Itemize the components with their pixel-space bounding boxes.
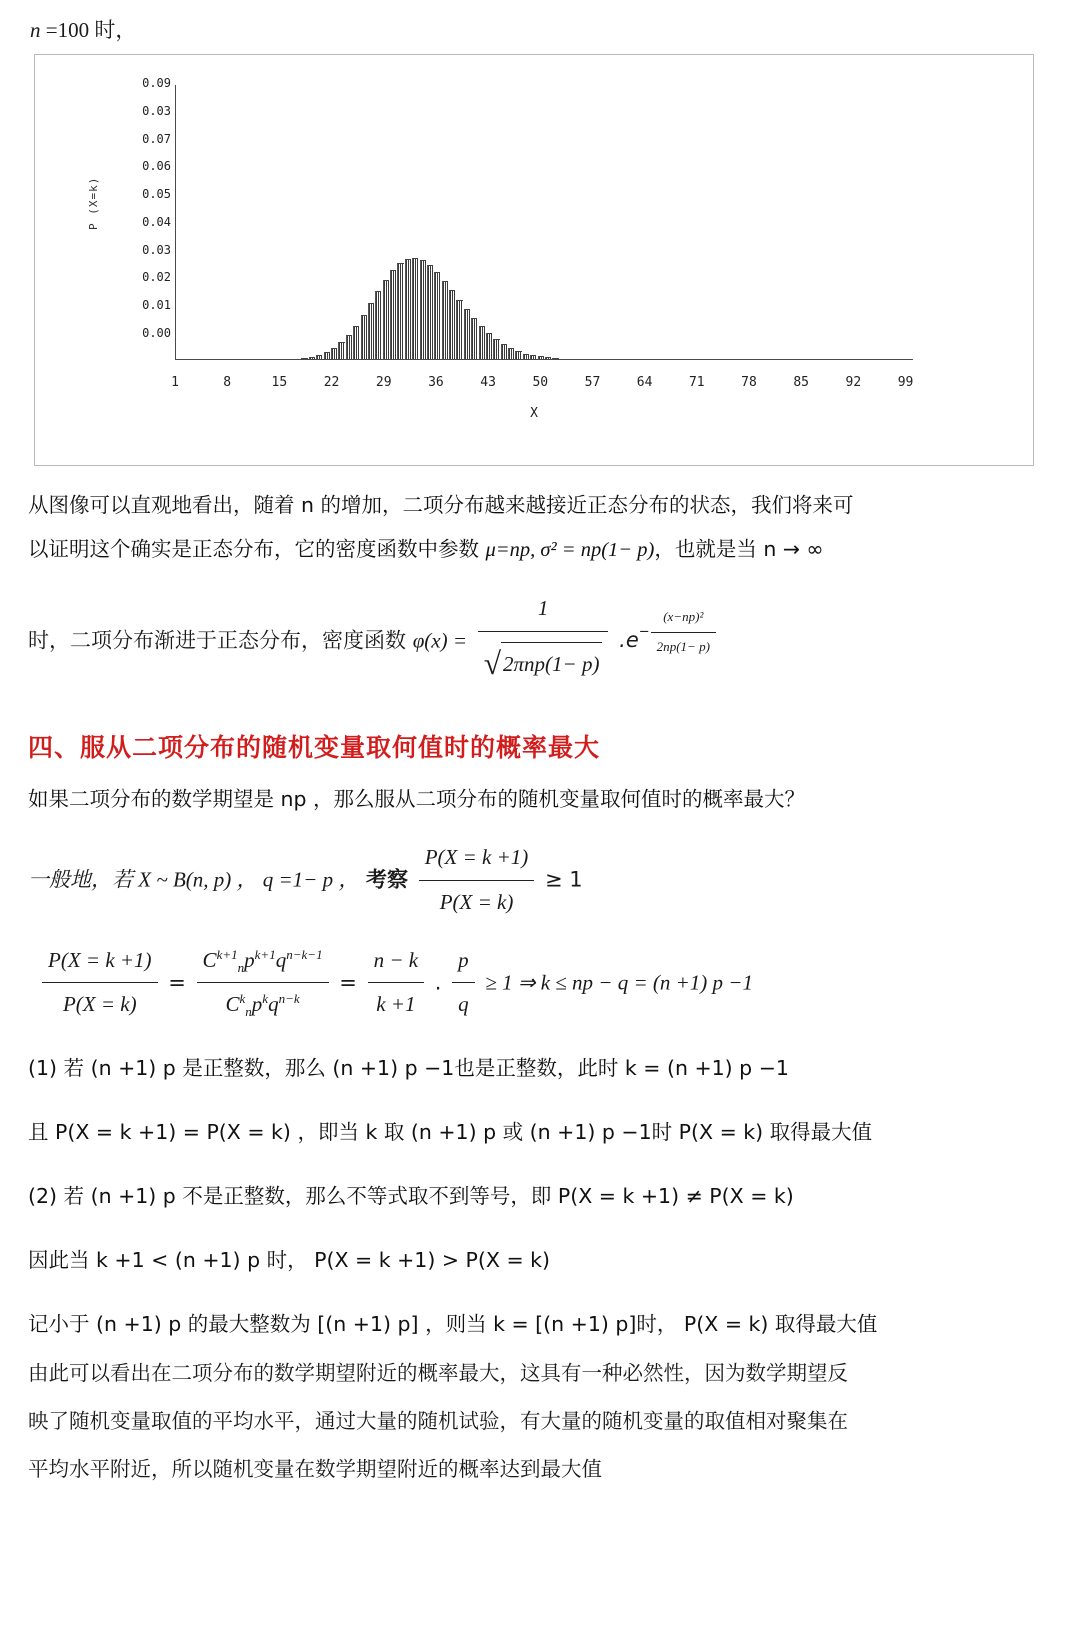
derivation-term-2-den: k +1 — [376, 992, 416, 1017]
bar — [301, 358, 307, 359]
bar — [449, 290, 455, 359]
x-tick-label: 22 — [323, 375, 340, 390]
bar — [486, 333, 492, 359]
intro-line: n =100 时， — [30, 18, 137, 42]
phi-exponent: − $\frac{\text{(x−np)²}}{2np(1- p)}$ — [639, 605, 717, 659]
phi-sqrt-content: 2πnp(1− p) — [501, 642, 602, 685]
y-axis-label: P (X=k) — [87, 176, 100, 230]
x-tick-label: 71 — [688, 375, 705, 390]
bar — [309, 357, 315, 359]
x-tick-label: 92 — [845, 375, 862, 390]
c-sub-den: n — [245, 1004, 252, 1020]
bar-series — [176, 85, 913, 359]
ratio-fraction — [419, 838, 535, 923]
q-symbol-num: q — [275, 947, 287, 972]
bar — [368, 303, 374, 359]
bar — [383, 280, 389, 359]
bar — [464, 309, 470, 359]
derivation-term-2 — [368, 941, 425, 1026]
q-sup-den: n−k — [278, 991, 300, 1007]
c-sub-num: n — [237, 959, 245, 975]
p-sup-den: k — [262, 991, 269, 1007]
y-tick-label: 0.05 — [142, 187, 171, 202]
y-tick-label: 0.03 — [142, 242, 171, 257]
bar — [316, 355, 322, 359]
item-2: (2) 若 (n +1) p 不是正整数，那么不等式取不到等号，即 P(X = k +1) ≠ P(X = k) — [28, 1184, 794, 1209]
phi-denominator: √2πnp(1− p) — [478, 632, 609, 694]
phi-lhs: φ(x) = — [412, 628, 468, 653]
bar — [390, 270, 396, 359]
bar — [434, 272, 440, 359]
derivation-eq-1: = — [168, 969, 186, 994]
bar — [361, 315, 367, 359]
item-2c: 记小于 (n +1) p 的最大整数为 [(n +1) p] ，则当 k = [(n +1) p]时， P(X = k) 取得最大值 — [28, 1312, 878, 1337]
bar — [412, 258, 418, 359]
bar — [538, 356, 544, 359]
x-tick-label: 78 — [741, 375, 757, 390]
derivation-lhs-num: P(X = k +1) — [42, 941, 158, 984]
c-symbol-den: C — [225, 992, 240, 1017]
q-symbol-den: q — [268, 992, 279, 1017]
bar — [471, 318, 477, 359]
y-tick-label: 0.09 — [142, 76, 171, 90]
p-symbol-num: p — [244, 947, 255, 972]
phi-exp-e: .e — [619, 628, 639, 653]
x-tick-label: 57 — [584, 375, 601, 390]
phi-numerator: 1 — [478, 589, 609, 632]
density-function-line — [28, 589, 1040, 694]
paragraph-2-text-b: ，也就是当 n → ∞ — [654, 537, 824, 562]
derivation-term-3-num: p — [452, 941, 475, 984]
bar — [420, 260, 426, 359]
paragraph-4: 如果二项分布的数学期望是 np ，那么服从二项分布的随机变量取何值时的概率最大？ — [28, 786, 806, 811]
phi-exp-denominator: 2np(1− p) — [656, 638, 710, 654]
bar — [479, 326, 485, 359]
bar — [346, 335, 352, 359]
y-tick-label: 0.04 — [142, 214, 171, 229]
bar — [405, 259, 411, 359]
y-tick-label: 0.01 — [142, 298, 171, 313]
bar — [375, 291, 381, 359]
x-tick-label: 50 — [532, 375, 549, 390]
bar — [552, 358, 558, 359]
bar — [427, 265, 433, 359]
derivation-term-1-den — [197, 983, 329, 1025]
section-title: 四、服从二项分布的随机变量取何值时的概率最大 — [28, 732, 601, 762]
conclusion-line-2: 映了随机变量取值的平均水平，通过大量的随机试验，有大量的随机变量的取值相对聚集在 — [28, 1409, 848, 1434]
item-1b: 且 P(X = k +1) = P(X = k) ，即当 k 取 (n +1) p 或 (n +1) p −1时 P(X = k) 取得最大值 — [28, 1120, 873, 1145]
derivation-lhs-den: P(X = k) — [62, 992, 137, 1017]
x-tick-label: 85 — [793, 375, 809, 390]
bar — [530, 355, 536, 359]
y-tick-label: 0.02 — [142, 270, 171, 285]
y-tick-label: 0.07 — [142, 131, 171, 146]
x-tick-label: 1 — [171, 375, 179, 390]
general-case-text: 一般地，若 X ~ B(n, p) ， q =1− p ， — [28, 867, 360, 892]
general-case-ineq: ≥ 1 — [544, 867, 583, 892]
derivation-term-1-num — [197, 941, 329, 984]
item-1: (1) 若 (n +1) p 是正整数，那么 (n +1) p −1也是正整数，此时 k = (n +1) p −1 — [28, 1056, 789, 1081]
x-axis-line — [175, 359, 913, 360]
derivation-lhs — [42, 941, 158, 1026]
c-sup-num: k+1 — [216, 946, 238, 962]
paragraph-2-math: μ=np, σ² = np(1− p) — [485, 539, 655, 562]
conclusion-line-1: 由此可以看出在二项分布的数学期望附近的概率最大，这具有一种必然性，因为数学期望反 — [28, 1361, 848, 1386]
phi-fraction — [478, 589, 609, 694]
derivation-term-3-den: q — [458, 992, 469, 1017]
bar — [331, 348, 337, 359]
y-axis-ticks — [113, 76, 171, 340]
x-tick-label: 8 — [223, 375, 232, 390]
binomial-distribution-figure — [34, 54, 1034, 466]
conclusion-line-3: 平均水平附近，所以随机变量在数学期望附近的概率达到最大值 — [28, 1457, 602, 1482]
p-symbol-den: p — [251, 992, 263, 1017]
p-sup-num: k+1 — [254, 946, 276, 962]
x-tick-label: 64 — [636, 375, 653, 390]
bar — [545, 357, 551, 359]
bar — [324, 352, 330, 359]
y-tick-label: 0.03 — [142, 103, 171, 118]
ratio-numerator: P(X = k +1) — [419, 838, 535, 881]
x-tick-label: 29 — [375, 375, 392, 390]
x-tick-label: 99 — [897, 375, 914, 390]
y-tick-label: 0.00 — [142, 326, 171, 340]
y-tick-label: 0.06 — [142, 159, 171, 174]
general-case-keyword: 考察 — [366, 867, 409, 892]
derivation-term-3 — [452, 941, 475, 1026]
x-tick-label: 15 — [271, 375, 288, 390]
x-tick-label: 43 — [480, 375, 496, 390]
bar — [523, 354, 529, 360]
density-function-lead: 时，二项分布渐进于正态分布，密度函数 — [28, 628, 413, 653]
phi-exp-numerator: (x−np)² — [651, 605, 716, 633]
derivation-eq-2: = — [339, 969, 357, 994]
c-sup-den: k — [239, 991, 246, 1007]
paragraph-1: 从图像可以直观地看出，随着 n 的增加，二项分布越来越接近正态分布的状态，我们将来可 — [28, 493, 854, 517]
bar — [456, 300, 462, 359]
derivation-term-1 — [197, 941, 329, 1026]
x-axis-ticks — [171, 375, 914, 393]
bar — [338, 342, 344, 359]
q-sup-num: n−k−1 — [286, 946, 323, 962]
paragraph-2-text-a: 以证明这个确实是正态分布，它的密度函数中参数 — [28, 537, 486, 562]
x-tick-label: 36 — [428, 375, 444, 390]
bar — [442, 281, 448, 359]
c-symbol-num: C — [202, 947, 217, 972]
derivation-line — [38, 941, 1040, 1026]
derivation-term-2-num: n − k — [368, 941, 425, 984]
bar — [353, 326, 359, 359]
paragraph-2 — [28, 528, 1040, 571]
derivation-dot: . — [434, 969, 442, 994]
bar — [493, 339, 499, 359]
plot-area — [175, 85, 913, 360]
ratio-denominator: P(X = k) — [439, 889, 514, 914]
x-axis-label: X — [530, 406, 538, 421]
item-2b: 因此当 k +1 < (n +1) p 时， P(X = k +1) > P(X = k) — [28, 1248, 551, 1273]
bar — [501, 344, 507, 359]
derivation-tail: ≥ 1 ⇒ k ≤ np − q = (n +1) p −1 — [485, 969, 753, 994]
bar — [397, 263, 403, 359]
bar — [508, 348, 514, 359]
general-case-line — [28, 838, 1040, 923]
bar — [515, 351, 521, 359]
